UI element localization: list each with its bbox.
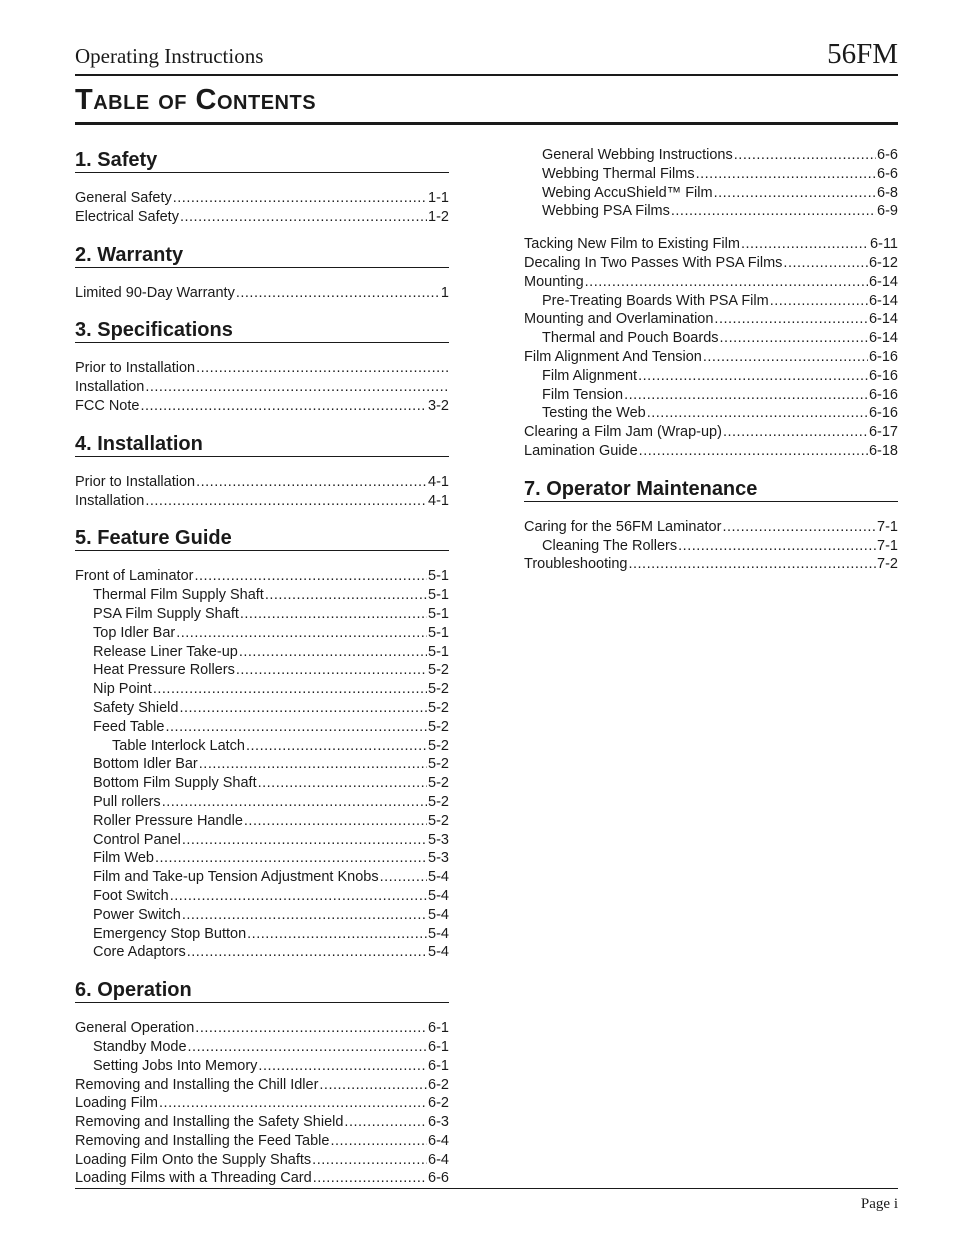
dot-leader (194, 567, 427, 586)
toc-entry[interactable] (75, 1076, 449, 1095)
toc-entry-page: 5-2 (428, 775, 449, 792)
model-number: 56FM (827, 38, 898, 70)
toc-entry[interactable] (75, 605, 449, 624)
dot-leader (182, 831, 427, 850)
toc-entry-label: Mounting (524, 273, 584, 290)
page-title: Table of Contents (75, 84, 317, 116)
toc-entry-page: 6-1 (428, 1038, 449, 1055)
toc-entry[interactable] (75, 793, 449, 812)
toc-entry[interactable] (524, 518, 898, 537)
toc-entry-label: Decaling In Two Passes With PSA Films (524, 254, 783, 271)
toc-entry-label: Control Panel (93, 831, 181, 848)
dot-leader (720, 329, 868, 348)
section-entries (75, 567, 449, 962)
toc-entry[interactable] (75, 284, 449, 303)
toc-entry[interactable] (524, 555, 898, 574)
toc-entry-page: 6-12 (868, 254, 898, 271)
toc-entry-page: 6-14 (868, 330, 898, 347)
toc-entry-label: Core Adaptors (93, 944, 186, 961)
toc-entry-label: General Operation (75, 1020, 195, 1037)
toc-entry[interactable] (524, 329, 898, 348)
toc-entry[interactable] (524, 367, 898, 386)
dot-leader (380, 868, 427, 887)
toc-entry-page: 6-17 (868, 424, 898, 441)
toc-entry-page: 6-3 (428, 1114, 449, 1131)
dot-leader (671, 202, 876, 221)
toc-entry[interactable] (524, 146, 898, 165)
toc-entry-label: Prior to Installation (75, 473, 196, 490)
toc-entry-page: 5-3 (428, 831, 449, 848)
toc-entry-label: Roller Pressure Handle (93, 812, 243, 829)
dot-leader (145, 492, 427, 511)
dot-leader (173, 189, 427, 208)
toc-entry[interactable] (524, 404, 898, 423)
toc-right-column (524, 146, 898, 574)
toc-entry[interactable] (75, 1169, 449, 1188)
toc-section (75, 430, 449, 511)
toc-entry-page: 5-3 (428, 850, 449, 867)
toc-entry[interactable] (75, 831, 449, 850)
toc-entry-label: Electrical Safety (75, 208, 179, 225)
page-number: Page i (860, 1196, 898, 1212)
toc-entry-page: 7-1 (877, 537, 898, 554)
dot-leader (159, 1094, 427, 1113)
dot-leader (239, 643, 427, 662)
toc-entry-page: 3-2 (428, 397, 449, 414)
toc-entry-page: 5-2 (428, 718, 449, 735)
dot-leader (199, 755, 427, 774)
toc-entry-label: Pre-Treating Boards With PSA Film (542, 292, 769, 309)
section-heading[interactable]: 3. Specifications (75, 316, 449, 343)
toc-entry-label: Power Switch (93, 906, 181, 923)
toc-entry[interactable] (75, 849, 449, 868)
spacer (524, 221, 898, 235)
toc-entry-label: Removing and Installing the Feed Table (75, 1132, 330, 1149)
dot-leader (696, 165, 876, 184)
toc-entry[interactable] (75, 737, 449, 756)
toc-entry[interactable] (75, 755, 449, 774)
toc-entry-page: 5-1 (428, 587, 449, 604)
section-heading[interactable]: 6. Operation (75, 976, 449, 1003)
dot-leader (244, 812, 427, 831)
toc-entry-page: 6-6 (428, 1170, 449, 1187)
section-heading[interactable]: 7. Operator Maintenance (524, 475, 898, 502)
toc-entry-page: 6-8 (877, 184, 898, 201)
dot-leader (647, 404, 868, 423)
toc-entry[interactable] (524, 273, 898, 292)
toc-entry-label: Foot Switch (93, 887, 169, 904)
toc-entry[interactable] (524, 184, 898, 203)
dot-leader (628, 555, 876, 574)
toc-entry-label: Safety Shield (93, 699, 179, 716)
toc-entry-page: 5-1 (428, 605, 449, 622)
toc-entry[interactable] (75, 906, 449, 925)
toc-entry[interactable] (75, 1038, 449, 1057)
toc-entry[interactable] (75, 774, 449, 793)
toc-entry[interactable] (75, 943, 449, 962)
toc-entry-page: 5-4 (428, 906, 449, 923)
toc-entry-label: Prior to Installation (75, 360, 196, 377)
toc-entry-label: Emergency Stop Button (93, 925, 247, 942)
toc-entry-label: Cleaning The Rollers (542, 537, 678, 554)
dot-leader (195, 1019, 427, 1038)
toc-left-column (75, 146, 449, 1188)
dot-leader (196, 473, 427, 492)
section-heading[interactable]: 5. Feature Guide (75, 524, 449, 551)
toc-entry-label: Loading Film Onto the Supply Shafts (75, 1151, 312, 1168)
toc-entry-label: Pull rollers (93, 793, 161, 810)
section-entries (75, 189, 449, 227)
toc-entry-label: Mounting and Overlamination (524, 311, 714, 328)
toc-entry-label: Film Web (93, 850, 154, 867)
toc-entry-label: Heat Pressure Rollers (93, 662, 235, 679)
toc-entry-page: 1-1 (428, 190, 449, 206)
dot-leader (140, 397, 427, 416)
toc-entry-page: 6-14 (868, 273, 898, 290)
toc-entry-label: Clearing a Film Jam (Wrap-up) (524, 424, 722, 441)
continued-entries (524, 146, 898, 221)
section-heading[interactable]: 1. Safety (75, 146, 449, 173)
toc-entry-label: Troubleshooting (524, 556, 628, 573)
toc-entry[interactable] (75, 473, 449, 492)
section-entries (75, 284, 449, 303)
continued-entries (524, 235, 898, 461)
dot-leader (723, 423, 868, 442)
toc-entry[interactable] (75, 925, 449, 944)
toc-entry-label: Tacking New Film to Existing Film (524, 236, 740, 253)
dot-leader (714, 310, 868, 329)
toc-entry-label: Standby Mode (93, 1038, 187, 1055)
dot-leader (176, 624, 427, 643)
toc-entry-label: Front of Laminator (75, 568, 194, 585)
toc-entry[interactable] (524, 310, 898, 329)
toc-entry-label: Feed Table (93, 718, 165, 735)
dot-leader (265, 586, 427, 605)
toc-entry-label: Webbing PSA Films (542, 203, 670, 220)
dot-leader (155, 849, 427, 868)
toc-entry-label: Bottom Film Supply Shaft (93, 775, 257, 792)
toc-entry[interactable] (75, 1132, 449, 1151)
dot-leader (240, 605, 427, 624)
dot-leader (180, 208, 427, 227)
toc-entry-page: 7-1 (877, 518, 898, 535)
toc-entry-label: Testing the Web (542, 405, 646, 422)
dot-leader (344, 1113, 427, 1132)
section-entries (75, 473, 449, 511)
toc-entry[interactable] (75, 1113, 449, 1132)
toc-entry-label: Bottom Idler Bar (93, 756, 198, 773)
dot-leader (734, 146, 876, 165)
toc-entry-page: 5-4 (428, 944, 449, 961)
toc-entry[interactable] (524, 254, 898, 273)
toc-entry-label: Lamination Guide (524, 442, 638, 459)
dot-leader (741, 235, 869, 254)
toc-entry-label: Loading Film (75, 1095, 159, 1112)
toc-entry-label: Top Idler Bar (93, 624, 176, 641)
toc-entry-page: 6-6 (877, 165, 898, 182)
toc-entry-label: General Safety (75, 190, 172, 206)
toc-entry-page: 5-2 (428, 662, 449, 679)
toc-entry-page: 6-16 (868, 348, 898, 365)
toc-entry[interactable] (524, 537, 898, 556)
toc-entry-page: 6-14 (868, 292, 898, 309)
dot-leader (678, 537, 876, 556)
toc-entry-page: 6-4 (428, 1151, 449, 1168)
dot-leader (170, 887, 427, 906)
toc-entry-page: 6-2 (428, 1076, 449, 1093)
toc-entry[interactable] (75, 359, 449, 378)
toc-entry-page: 6-14 (868, 311, 898, 328)
toc-entry-page: 7-2 (877, 556, 898, 573)
toc-entry-page: 6-4 (428, 1132, 449, 1149)
toc-entry-page: 6-6 (877, 147, 898, 163)
toc-entry-page: 1 (440, 284, 449, 301)
toc-entry[interactable] (75, 812, 449, 831)
toc-entry-page: 1-2 (428, 208, 449, 225)
toc-entry[interactable] (524, 235, 898, 254)
section-heading[interactable]: 2. Warranty (75, 241, 449, 268)
toc-entry[interactable] (524, 348, 898, 367)
toc-entry-label: FCC Note (75, 397, 140, 414)
toc-entry-page: 5-2 (428, 793, 449, 810)
toc-entry-page: 5-4 (428, 887, 449, 904)
dot-leader (770, 292, 868, 311)
dot-leader (246, 737, 427, 756)
toc-section (524, 475, 898, 574)
toc-entry[interactable] (75, 699, 449, 718)
toc-entry[interactable] (75, 1057, 449, 1076)
toc-entry-page: 6-1 (428, 1020, 449, 1037)
toc-entry[interactable] (524, 386, 898, 405)
dot-leader (638, 367, 868, 386)
toc-entry[interactable] (524, 202, 898, 221)
dot-leader (703, 348, 868, 367)
toc-entry-page: 5-2 (428, 812, 449, 829)
toc-entry-label: Thermal and Pouch Boards (542, 330, 719, 347)
toc-section (75, 316, 449, 415)
toc-entry-page: 5-4 (428, 925, 449, 942)
toc-entry-page: 5-2 (428, 681, 449, 698)
dot-leader (722, 518, 876, 537)
toc-entry[interactable] (524, 442, 898, 461)
dot-leader (165, 718, 427, 737)
toc-entry[interactable] (75, 189, 449, 208)
toc-entry[interactable] (75, 643, 449, 662)
dot-leader (153, 680, 427, 699)
dot-leader (179, 699, 427, 718)
toc-entry[interactable] (75, 208, 449, 227)
toc-entry[interactable] (75, 680, 449, 699)
toc-entry-label: Webbing Thermal Films (542, 165, 695, 182)
toc-entry-page: 6-18 (868, 442, 898, 459)
toc-entry-label: Setting Jobs Into Memory (93, 1057, 258, 1074)
toc-entry-page: 5-1 (428, 568, 449, 585)
toc-entry[interactable] (75, 1151, 449, 1170)
dot-leader (196, 359, 448, 378)
toc-entry-label: Removing and Installing the Chill Idler (75, 1076, 319, 1093)
dot-leader (639, 442, 868, 461)
dot-leader (188, 1038, 428, 1057)
dot-leader (624, 386, 868, 405)
toc-section (75, 524, 449, 962)
dot-leader (258, 1057, 427, 1076)
toc-entry-label: Removing and Installing the Safety Shield (75, 1114, 344, 1131)
section-entries (75, 1019, 449, 1188)
toc-entry[interactable] (75, 378, 449, 397)
toc-entry-page: 5-1 (428, 643, 449, 660)
toc-entry-page: 5-2 (428, 699, 449, 716)
toc-entry-label: Nip Point (93, 681, 152, 698)
running-header-title: Operating Instructions (75, 44, 264, 68)
section-entries (75, 359, 449, 415)
toc-section (75, 976, 449, 1188)
toc-entry-label: Limited 90-Day Warranty (75, 284, 235, 301)
toc-entry-page: 6-9 (877, 203, 898, 220)
dot-leader (319, 1076, 427, 1095)
toc-entry-page: 5-4 (428, 869, 449, 886)
toc-entry-label: Film Tension (542, 386, 624, 403)
toc-entry-label: Table Interlock Latch (112, 737, 245, 754)
toc-entry-page: 4-1 (428, 492, 449, 509)
toc-entry-page: 6-16 (868, 367, 898, 384)
toc-entry[interactable] (75, 492, 449, 511)
toc-entry[interactable] (75, 887, 449, 906)
toc-entry[interactable] (75, 718, 449, 737)
toc-entry-label: Film Alignment And Tension (524, 348, 702, 365)
dot-leader (330, 1132, 427, 1151)
toc-entry-label: PSA Film Supply Shaft (93, 605, 239, 622)
section-heading[interactable]: 4. Installation (75, 430, 449, 457)
toc-entry-label: General Webbing Instructions (542, 147, 733, 163)
toc-entry[interactable] (524, 292, 898, 311)
toc-entry-page: 6-16 (868, 405, 898, 422)
toc-entry-label: Webing AccuShield™ Film (542, 184, 713, 201)
footer-rule (75, 1188, 898, 1189)
toc-entry[interactable] (524, 423, 898, 442)
toc-section (75, 241, 449, 303)
toc-entry-page: 6-16 (868, 386, 898, 403)
section-entries (524, 518, 898, 574)
dot-leader (236, 284, 440, 303)
dot-leader (258, 774, 427, 793)
toc-entry-label: Installation (75, 492, 145, 509)
dot-leader (182, 906, 427, 925)
toc-entry-label: Release Liner Take-up (93, 643, 238, 660)
toc-entry[interactable] (75, 567, 449, 586)
dot-leader (714, 184, 876, 203)
toc-entry[interactable] (75, 1019, 449, 1038)
toc-entry-page: 5-2 (428, 756, 449, 773)
toc-entry-page: 5-2 (428, 737, 449, 754)
toc-section (75, 146, 449, 227)
dot-leader (247, 925, 427, 944)
toc-entry-label: Installation (75, 379, 145, 396)
toc-entry[interactable] (75, 868, 449, 887)
dot-leader (313, 1169, 427, 1188)
toc-entry-label: Thermal Film Supply Shaft (93, 587, 264, 604)
toc-entry-label: Caring for the 56FM Laminator (524, 518, 722, 535)
toc-entry[interactable] (75, 1094, 449, 1113)
dot-leader (783, 254, 868, 273)
toc-entry[interactable] (75, 397, 449, 416)
toc-entry-page: 6-11 (870, 236, 898, 253)
toc-entry-page: 4-1 (428, 473, 449, 490)
toc-entry-label: Loading Films with a Threading Card (75, 1170, 312, 1187)
toc-entry[interactable] (75, 624, 449, 643)
toc-entry-label: Film and Take-up Tension Adjustment Knobs (93, 869, 379, 886)
toc-entry-page: 6-1 (428, 1057, 449, 1074)
dot-leader (162, 793, 427, 812)
toc-entry[interactable] (75, 661, 449, 680)
dot-leader (236, 661, 427, 680)
dot-leader (312, 1151, 427, 1170)
header-rule (75, 74, 898, 76)
toc-entry-label: Film Alignment (542, 367, 638, 384)
toc-entry[interactable] (524, 165, 898, 184)
dot-leader (187, 943, 427, 962)
dot-leader (145, 378, 448, 397)
toc-entry[interactable] (75, 586, 449, 605)
title-rule (75, 122, 898, 125)
dot-leader (585, 273, 868, 292)
toc-entry-page: 5-1 (428, 624, 449, 641)
toc-entry-page: 6-2 (428, 1095, 449, 1112)
